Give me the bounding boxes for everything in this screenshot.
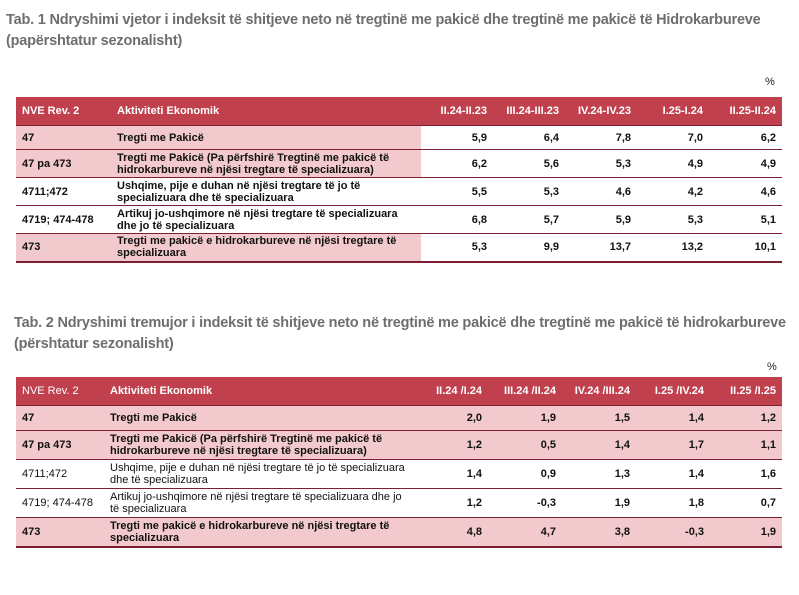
- row-value: 4,2: [687, 185, 703, 198]
- row-value: -0,3: [636, 518, 710, 547]
- table-row: [16, 126, 782, 150]
- row-activity: Artikuj jo-ushqimore në njësi tregtare të specializuara dhe jo të specializuara: [110, 491, 402, 515]
- row-activity: Ushqime, pije e duhan në njësi tregtare të jo të specializuara dhe të specializuara: [110, 462, 405, 486]
- table2-header-col3: IV.24 /III.24: [562, 377, 636, 406]
- row-value: 0,9: [540, 468, 556, 480]
- row-code: 47: [16, 126, 111, 150]
- row-activity: Artikuj jo-ushqimore në njësi tregtare të specializuara dhe jo të specializuara: [117, 207, 398, 232]
- table-row: [16, 206, 782, 234]
- row-value: 6,2: [471, 157, 487, 170]
- row-value: 1,3: [614, 468, 630, 480]
- row-value: 4,6: [760, 185, 776, 198]
- row-value: 5,3: [615, 157, 631, 170]
- table2-header-activity: Aktiviteti Ekonomik: [104, 377, 414, 406]
- row-value: 5,9: [471, 131, 487, 144]
- table1-header-col5: II.25-II.24: [709, 97, 782, 126]
- table1: [16, 97, 782, 263]
- table1-header-code: NVE Rev. 2: [16, 97, 111, 126]
- row-value: -0,3: [537, 497, 556, 509]
- table1-header-activity: Aktiviteti Ekonomik: [111, 97, 421, 126]
- table-row: [16, 460, 782, 489]
- row-value: 0,7: [760, 497, 776, 509]
- table1-header-row: [16, 97, 782, 126]
- row-code: 4719; 474-478: [22, 497, 93, 509]
- row-activity: Tregti me Pakicë (Pa përfshirë Tregtinë me pakicë të hidrokarbureve në njësi tregtare të specializuara): [104, 431, 414, 460]
- row-value: 5,3: [543, 185, 559, 198]
- row-value: 4,6: [615, 185, 631, 198]
- row-value: 1,7: [636, 431, 710, 460]
- row-value: 1,4: [466, 468, 482, 480]
- table-row: [16, 489, 782, 518]
- row-value: 5,1: [760, 213, 776, 226]
- row-value: 1,5: [562, 406, 636, 431]
- row-value: 6,4: [543, 131, 559, 144]
- row-value: 1,4: [636, 406, 710, 431]
- table2-header-row: [16, 377, 782, 406]
- row-value: 1,8: [688, 497, 704, 509]
- row-activity: Tregti me Pakicë: [104, 406, 414, 431]
- row-value: 6,2: [760, 131, 776, 144]
- row-value: 1,9: [710, 518, 782, 547]
- table-row: [16, 178, 782, 206]
- row-value: 2,0: [414, 406, 488, 431]
- row-value: 7,8: [615, 131, 631, 144]
- table-row: [16, 406, 782, 431]
- row-code: 4711;472: [22, 185, 68, 198]
- row-value: 5,6: [543, 157, 559, 170]
- row-code: 473: [16, 518, 104, 547]
- row-value: 4,8: [414, 518, 488, 547]
- row-value: 4,7: [488, 518, 562, 547]
- row-value: 1,4: [688, 468, 704, 480]
- row-value: 4,9: [760, 157, 776, 170]
- row-value: 13,2: [681, 241, 703, 254]
- table-row: [16, 150, 782, 178]
- row-code: 4719; 474-478: [22, 213, 94, 226]
- row-value: 5,9: [615, 213, 631, 226]
- table2-header-col2: III.24 /II.24: [488, 377, 562, 406]
- table-row: [16, 431, 782, 460]
- row-code: 473: [16, 234, 111, 262]
- row-value: 1,2: [414, 431, 488, 460]
- row-value: 5,3: [471, 241, 487, 254]
- table1-header-col3: IV.24-IV.23: [565, 97, 637, 126]
- table1-unit: %: [765, 76, 775, 88]
- row-activity: Tregti me pakicë e hidrokarbureve në njësi tregtare të specializuara: [111, 234, 421, 262]
- row-value: 1,9: [488, 406, 562, 431]
- table1-header-col4: I.25-I.24: [637, 97, 709, 126]
- row-value: 5,3: [687, 213, 703, 226]
- row-value: 4,9: [687, 157, 703, 170]
- table-row: [16, 234, 782, 262]
- row-code: 47 pa 473: [16, 431, 104, 460]
- row-value: 0,5: [488, 431, 562, 460]
- table2: [16, 377, 782, 548]
- table2-title: Tab. 2 Ndryshimi tremujor i indeksit të shitjeve neto në tregtinë me pakicë dhe tregtinë me pakicë të hidrokarbureve (përshtatur sezonalisht): [14, 315, 786, 352]
- row-value: 1,2: [466, 497, 482, 509]
- table1-header-col2: III.24-III.23: [493, 97, 565, 126]
- table1-header-col1: II.24-II.23: [421, 97, 493, 126]
- row-value: 1,4: [562, 431, 636, 460]
- row-activity: Tregti me Pakicë: [111, 126, 421, 150]
- row-activity: Ushqime, pije e duhan në njësi tregtare të jo të specializuara dhe të specializuara: [117, 179, 361, 204]
- row-value: 1,9: [614, 497, 630, 509]
- row-value: 1,2: [710, 406, 782, 431]
- row-code: 4711;472: [22, 468, 68, 480]
- row-activity: Tregti me Pakicë (Pa përfshirë Tregtinë me pakicë të hidrokarbureve në njësi tregtare të specializuara): [111, 150, 421, 178]
- row-value: 6,8: [471, 213, 487, 226]
- row-value: 10,1: [754, 241, 776, 254]
- table1-title: Tab. 1 Ndryshimi vjetor i indeksit të shitjeve neto në tregtinë me pakicë dhe tregtinë me pakicë të Hidrokarbureve (papërshtatur sezonalisht): [6, 12, 761, 49]
- row-value: 5,7: [543, 213, 559, 226]
- row-code: 47 pa 473: [16, 150, 111, 178]
- row-code: 47: [16, 406, 104, 431]
- row-value: 13,7: [609, 241, 631, 254]
- table2-unit: %: [767, 361, 777, 373]
- row-activity: Tregti me pakicë e hidrokarbureve në njësi tregtare të specializuara: [104, 518, 414, 547]
- row-value: 1,1: [710, 431, 782, 460]
- table2-header-col5: II.25 /I.25: [710, 377, 782, 406]
- row-value: 5,5: [471, 185, 487, 198]
- table-row: [16, 518, 782, 547]
- table2-header-code: NVE Rev. 2: [16, 377, 104, 406]
- row-value: 7,0: [687, 131, 703, 144]
- table2-header-col1: II.24 /I.24: [414, 377, 488, 406]
- row-value: 1,6: [760, 468, 776, 480]
- row-value: 3,8: [562, 518, 636, 547]
- row-value: 9,9: [543, 241, 559, 254]
- table2-header-col4: I.25 /IV.24: [636, 377, 710, 406]
